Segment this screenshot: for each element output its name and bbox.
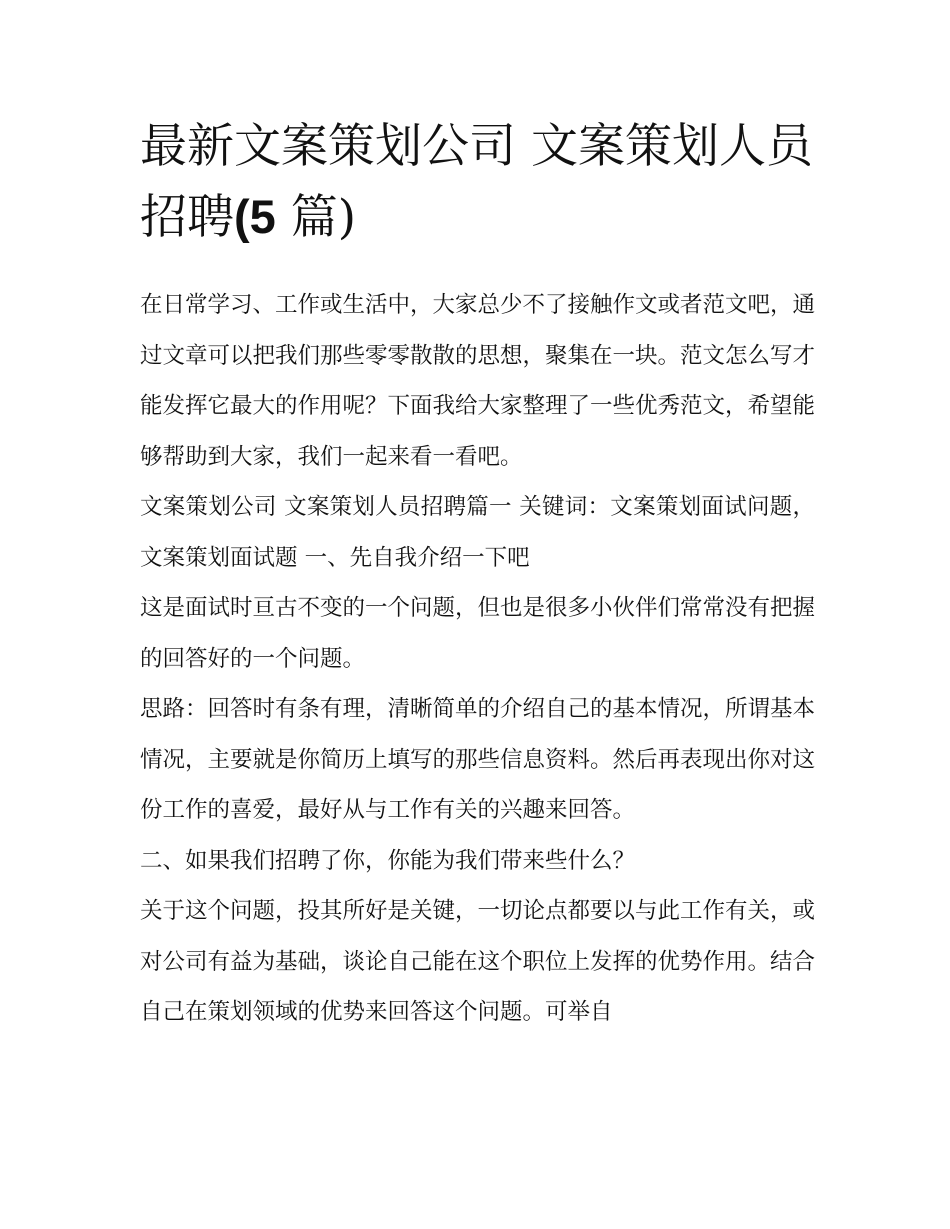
paragraph-approach: 思路：回答时有条有理，清晰简单的介绍自己的基本情况，所谓基本情况，主要就是你简历上填写的那些信息资料。然后再表现出你对这份工作的喜爱，最好从与工作有关的兴趣来回答。	[140, 696, 816, 823]
title-count: (5	[234, 190, 276, 243]
paragraph-answer-two: 关于这个问题，投其所好是关键，一切论点都要以与此工作有关，或对公司有益为基础，谈论自己能在这个职位上发挥的优势作用。结合自己在策划领域的优势来回答这个问题。可举自	[140, 898, 816, 1025]
paragraph-intro: 在日常学习、工作或生活中，大家总少不了接触作文或者范文吧，通过文章可以把我们那些零零散散的思想，聚集在一块。范文怎么写才能发挥它最大的作用呢？下面我给大家整理了一些优秀范文，希望能够帮助到大家，我们一起来看一看吧。	[140, 292, 816, 470]
title-suffix: 篇)	[275, 190, 357, 245]
paragraph-question-two: 二、如果我们招聘了你，你能为我们带来些什么？	[140, 847, 636, 874]
document-body	[140, 280, 815, 1038]
paragraph-question-note: 这是面试时亘古不变的一个问题，但也是很多小伙伴们常常没有把握的回答好的一个问题。	[140, 595, 816, 672]
title-text: 最新文案策划公司 文案策划人员招聘	[140, 119, 813, 245]
document-title	[140, 112, 820, 253]
paragraph-section-one: 文案策划公司 文案策划人员招聘篇一 关键词：文案策划面试问题，文案策划面试题 一、先自我介绍一下吧	[140, 494, 815, 571]
